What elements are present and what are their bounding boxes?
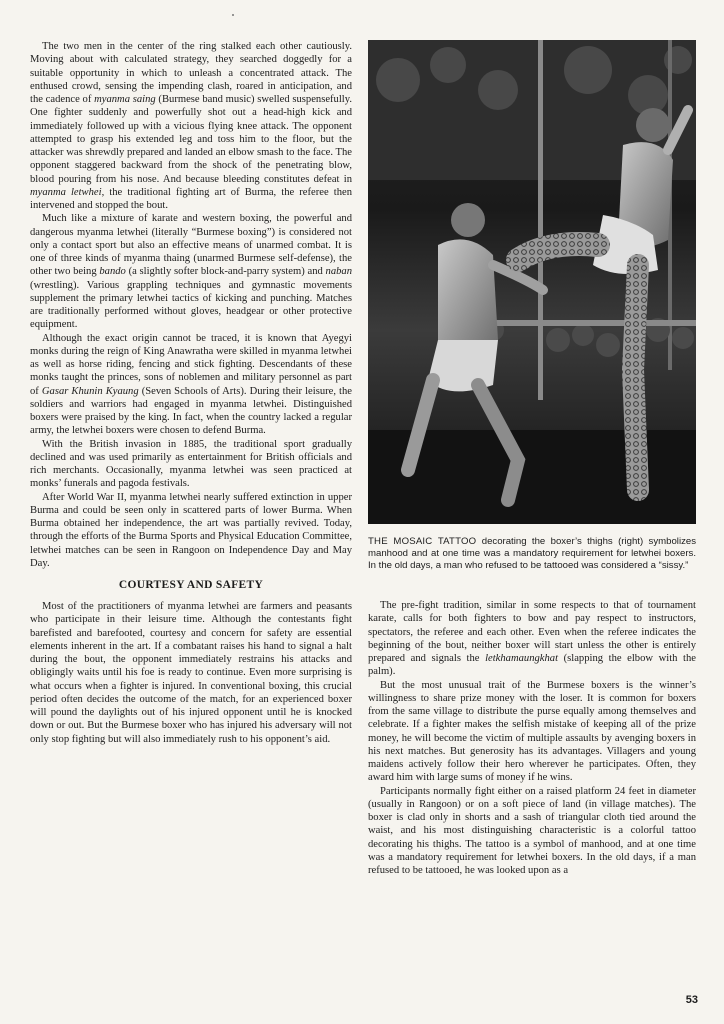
paragraph-6: Most of the practitioners of myanma letwhei are farmers and peasants who participate in their leisure time. Although the contestants fight barefisted and barefooted, courtesy and concern for safety are essential elements inherent in the art. If a combatant raises his hand to signal a halt during the bout, the opponent immediately restrains his attacks and obligingly waits until his foe is ready to continue. Even more surprising is what occurs when a fighter is injured. In conventional boxing, this crucial period often decides the outcome of the match, for an experienced boxer will pound the daylights out of his injured opponent until he is knocked down or out. But the Burmese boxer who has injured his adversary will not only stop fighting but will also immediately rush to his opponent’s aid. <box>30 601 352 745</box>
page-number: 53 <box>685 994 698 1006</box>
paragraph-3: Although the exact origin cannot be traced, it is known that Ayegyi monks during the reign of King Anawratha were skilled in myanma letwhei as well as horse riding, fencing and stick fighting. Descendants of these monks taught the princes, sons of noblemen and military personnel as part of Gasar Khunin Kyaung (Seven Schools of Arts). During their leisure, the soldiers and warriors had engaged in myanma letwhei. Distinguished boxers were praised by the king. In fact, when the country lacked a regular army, the letwhei boxers were chosen to defend Burma. <box>30 332 352 437</box>
section-heading: COURTESY AND SAFETY <box>118 579 264 591</box>
boxing-photo <box>368 40 696 524</box>
paragraph-9: Participants normally fight either on a raised platform 24 feet in diameter (usually in Rangoon) or on a soft piece of land (in village matches). The boxer is clad only in shorts and a sash of triangular cloth tied around the waist, and his most distinguishing characteristic is a colorful tattoo decorating his thighs. The tattoo is a symbol of manhood, and at one time was a mandatory requirement for letwhei boxers. In the old days, if a man refused to be tattooed, he was looked upon as a <box>368 785 696 876</box>
print-speck <box>232 14 234 16</box>
paragraph-8: But the most unusual trait of the Burmese boxers is the winner’s willingness to share prize money with the loser. It is common for boxers from the same village to distribute the purse equally among themselves and celebrate. If a fighter makes the selfish mistake of keeping all of the prize money, he will become the victim of multiple assaults by avenging boxers in his next matches. But generosity has its advantages. Villagers and young maidens actively follow their hero wherever he participates. Often, they award him with large sums of money if he wins. <box>368 679 696 784</box>
boxing-photo-illustration <box>368 40 696 524</box>
paragraph-7: The pre-fight tradition, similar in some respects to that of tournament karate, calls for both fighters to bow and pay respect to instructors, spectators, the referee and each other. Even when the referee indicates the beginning of the bout, neither boxer will start unless the other is entirely prepared and signals the letkhamaungkhat (slapping the elbow with the palm). <box>368 600 696 678</box>
paragraph-5: After World War II, myanma letwhei nearly suffered extinction in upper Burma and could be seen only in scattered parts of lower Burma. When Burma obtained her independence, the art was partially revived. Today, through the efforts of the Burma Sports and Physical Education Committee, letwhei matches can be seen in Rangoon on Independence Day and May Day. <box>30 491 352 569</box>
paragraph-2: Much like a mixture of karate and western boxing, the powerful and dangerous myanma letwhei (literally “Burmese boxing”) is considered not only a contact sport but also an effective means of unarmed combat. It is one of three kinds of myanma thaing (unarmed Burmese self-defense), the other two being bando (a slightly softer block-and-parry system) and naban (wrestling). Various grappling techniques and gymnastic movements supplement the primary letwhei tactics of kicking and punching. Matches are traditionally performed without gloves, headgear or other protective equipment. <box>30 213 352 331</box>
right-text <box>368 599 696 877</box>
paragraph-1: The two men in the center of the ring stalked each other cautiously. Moving about with calculated strategy, they searched doggedly for a suitable opportunity in which to unleash a concentrated attack. The enthused crowd, sensing the impending clash, roared in anticipation, and the cadence of myanma saing (Burmese band music) swelled suspensefully. One fighter suddenly and powerfully shot out a head-high kick and immediately followed up with a vicious flying knee attack. The opponent attempted to grasp his extended leg and toss him to the floor, but the attacker was shrewdly prepared and landed an elbow smash to the face. The opponent staggered backward from the shock of the penetrating blow, blood pouring from his nose. And because bleeding constitutes defeat in myanma letwhei, the traditional fighting art of Burma, the referee then intervened and stopped the bout. <box>30 41 352 211</box>
paragraph-4: With the British invasion in 1885, the traditional sport gradually declined and was used primarily as entertainment for British officials and rich merchants. Occasionally, myanma letwhei was seen practiced at monks’ funerals and pagoda festivals. <box>30 438 352 490</box>
right-column <box>368 40 696 877</box>
left-column <box>30 40 352 746</box>
photo-caption: THE MOSAIC TATTOO decorating the boxer’s thighs (right) symbolizes manhood and at one time was a mandatory requirement for letwhei boxers. In the old days, a man who refused to be tattooed was considered a “sissy.” <box>368 536 696 571</box>
